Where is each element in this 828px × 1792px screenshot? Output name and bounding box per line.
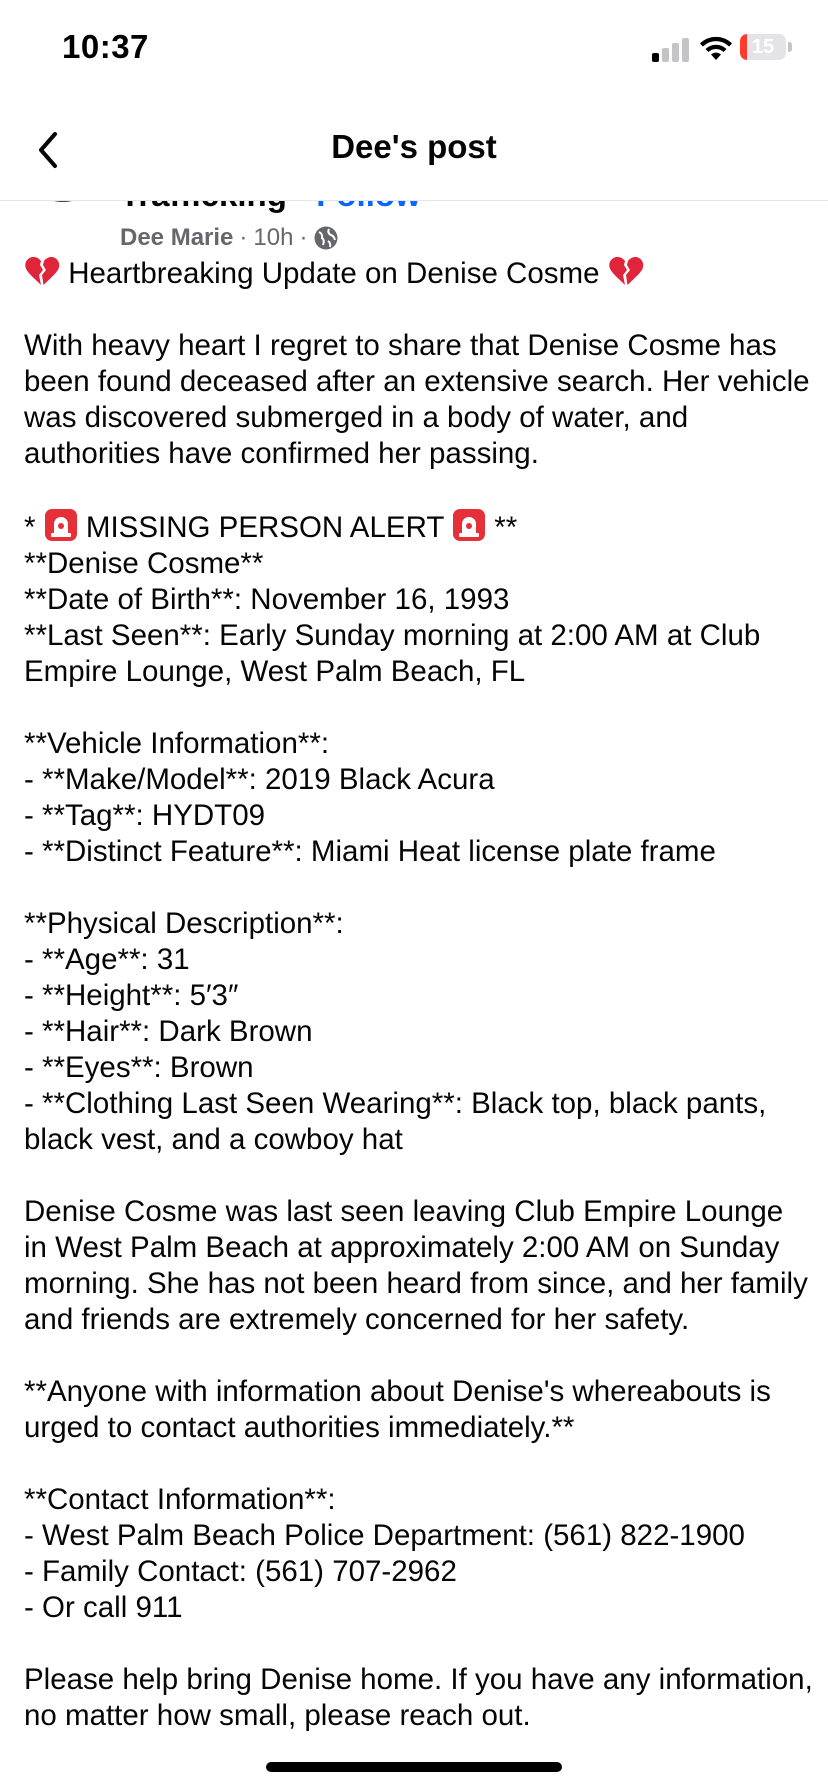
post-headline [24,256,814,292]
intro-paragraph: With heavy heart I regret to share that Denise Cosme has been found deceased after an extensive search. Her vehicle was discovered submerged in a body of water, and authorities have confirmed her passing. [24,329,810,470]
alert-title: MISSING PERSON ALERT [85,511,444,544]
headline-text: Heartbreaking Update on Denise Cosme [68,257,600,290]
author-name[interactable]: Dee Marie [120,224,234,251]
list-item: - **Tag**: HYDT09 [24,799,266,832]
list-item: - Family Contact: (561) 707-2962 [24,1555,457,1588]
list-item: - **Hair**: Dark Brown [24,1015,313,1048]
cellular-signal-icon [652,36,692,62]
separator-dot: · [299,224,308,251]
last-seen-line: **Last Seen**: Early Sunday morning at 2:00 AM at Club Empire Lounge, West Palm Beach, FL [24,619,761,688]
page-title: Dee's post [331,128,497,165]
battery-icon [740,34,794,62]
post-time[interactable]: 10h [253,224,294,251]
dob-line: **Date of Birth**: November 16, 1993 [24,583,510,616]
battery-level: 15 [751,36,775,58]
siren-icon [44,508,78,542]
globe-icon [313,225,339,251]
physical-header: **Physical Description**: [24,907,344,940]
closing-paragraph: Please help bring Denise home. If you have any information, no matter how small, please reach out. [24,1663,813,1732]
list-item: - **Eyes**: Brown [24,1051,254,1084]
separator-dot: · [239,224,248,251]
list-item: - **Clothing Last Seen Wearing**: Black top, black pants, black vest, and a cowboy hat [24,1087,767,1156]
last-seen-paragraph: Denise Cosme was last seen leaving Club Empire Lounge in West Palm Beach at approximately 2:00 AM on Sunday morning. She has not been heard from since, and her family and friends are extremely concerned for her safety. [24,1195,808,1336]
status-bar [0,0,828,100]
list-item: - **Make/Model**: 2019 Black Acura [24,763,495,796]
list-item: - Or call 911 [24,1591,183,1624]
list-item: - West Palm Beach Police Department: (561) 822-1900 [24,1519,745,1552]
list-item: - **Distinct Feature**: Miami Heat license plate frame [24,835,716,868]
home-indicator[interactable] [266,1762,562,1772]
broken-heart-icon [24,256,60,288]
name-line: **Denise Cosme** [24,547,264,580]
post-meta [120,224,339,252]
vehicle-header: **Vehicle Information**: [24,727,330,760]
broken-heart-icon [608,256,644,288]
list-item: - **Height**: 5′3″ [24,979,239,1012]
nav-header [0,100,828,201]
post-body [24,256,814,1734]
contact-header: **Contact Information**: [24,1483,336,1516]
anyone-paragraph: **Anyone with information about Denise's whereabouts is urged to contact authorities immediately.** [24,1375,771,1444]
siren-icon [452,508,486,542]
wifi-icon [698,34,734,62]
alert-line: * MISSING PERSON ALERT ** [24,508,814,546]
list-item: - **Age**: 31 [24,943,190,976]
status-time: 10:37 [62,28,149,65]
